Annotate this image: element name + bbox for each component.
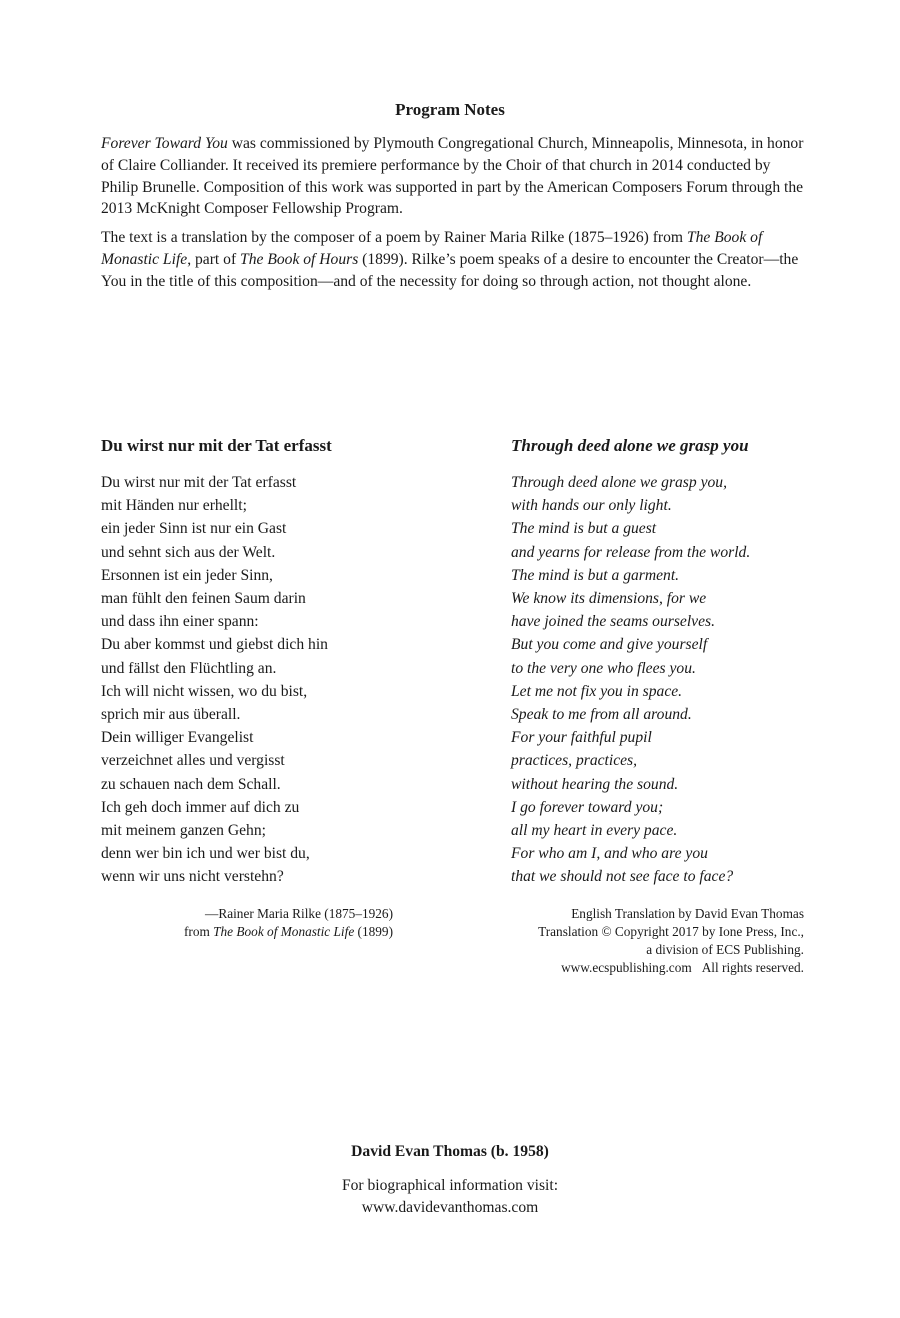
- english-poem-line: Speak to me from all around.: [511, 706, 692, 724]
- credit-publisher: a division of ECS Publishing.: [646, 942, 804, 957]
- english-poem-line: have joined the seams ourselves.: [511, 613, 715, 631]
- english-poem-line: We know its dimensions, for we: [511, 590, 707, 608]
- german-poem-line: Dein williger Evangelist: [101, 729, 254, 747]
- english-poem-line: with hands our only light.: [511, 497, 672, 515]
- attribution-year: (1899): [354, 924, 393, 939]
- publisher-url: www.ecspublishing.com: [561, 960, 692, 975]
- german-poem-line: Du wirst nur mit der Tat erfasst: [101, 474, 297, 491]
- german-poem-lines: [101, 471, 431, 889]
- paragraph-2-text-b: , part of: [187, 250, 241, 268]
- german-poem-line: Ich will nicht wissen, wo du bist,: [101, 682, 308, 700]
- rights-notice: All rights reserved.: [701, 960, 804, 975]
- paragraph-2-text-c: (1899). Rilke’s poem speaks of a desire to encounter the Creator—the You in the title of this composition—and of the necessity for doing so through action, not thought alone.: [101, 250, 799, 290]
- german-poem-line: Du aber kommst und giebst dich hin: [101, 636, 328, 654]
- english-poem-line: to the very one who flees you.: [511, 659, 696, 677]
- german-poem-line: denn wer bin ich und wer bist du,: [101, 845, 310, 863]
- composer-name: David Evan Thomas (b. 1958): [351, 1143, 549, 1160]
- attribution-from: from: [183, 924, 214, 939]
- paragraph-2-text-a: The text is a translation by the composer of a poem by Rainer Maria Rilke (1875–1926) from: [101, 229, 687, 247]
- german-poem-line: Ich geh doch immer auf dich zu: [101, 798, 300, 816]
- composer-info: [0, 1175, 900, 1218]
- english-poem-line: Let me not fix you in space.: [511, 682, 683, 700]
- poet-attribution: —Rainer Maria Rilke (1875–1926): [205, 906, 393, 921]
- english-poem-line: I go forever toward you;: [511, 798, 664, 816]
- german-poem-line: und fällst den Flüchtling an.: [101, 659, 277, 677]
- english-poem-lines: [511, 471, 811, 889]
- credit-copyright: Translation © Copyright 2017 by Ione Press, Inc.,: [538, 924, 804, 939]
- german-poem-line: wenn wir uns nicht verstehn?: [101, 868, 284, 886]
- composer-website: www.davidevanthomas.com: [361, 1198, 539, 1216]
- english-poem-line: without hearing the sound.: [511, 775, 679, 793]
- paragraph-1-text: was commissioned by Plymouth Congregational Church, Minneapolis, Minnesota, in honor of Claire Colliander. It received its premiere performance by the Choir of that church in 2014 conducted by Philip Brunelle. Composition of this work was supported in part by the American Composers Forum through the 2013 McKnight Composer Fellowship Program.: [101, 135, 804, 218]
- german-poem-line: sprich mir aus überall.: [101, 706, 241, 724]
- book-title-monastic: The Book of Monastic Life: [101, 229, 763, 268]
- program-notes-paragraph-2: [101, 227, 806, 292]
- credit-translator: English Translation by David Evan Thomas: [571, 906, 804, 921]
- german-attribution: [101, 905, 393, 941]
- english-poem-line: practices, practices,: [511, 752, 638, 770]
- english-poem-line: For your faithful pupil: [511, 729, 652, 747]
- attribution-book: The Book of Monastic Life: [213, 924, 355, 939]
- german-poem-line: und sehnt sich aus der Welt.: [101, 543, 276, 561]
- program-notes-heading: Program Notes: [395, 100, 505, 119]
- german-poem-line: mit Händen nur erhellt;: [101, 497, 247, 515]
- german-poem-line: man fühlt den feinen Saum darin: [101, 590, 306, 608]
- german-poem: [101, 436, 431, 889]
- german-poem-line: verzeichnet alles und vergisst: [101, 752, 285, 770]
- german-poem-line: ein jeder Sinn ist nur ein Gast: [101, 520, 287, 538]
- english-poem-line: all my heart in every pace.: [511, 822, 678, 840]
- german-poem-title: Du wirst nur mit der Tat erfasst: [101, 436, 332, 455]
- english-poem-line: For who am I, and who are you: [511, 845, 708, 863]
- program-notes-body: [101, 133, 806, 300]
- english-poem-title: Through deed alone we grasp you: [511, 436, 749, 455]
- english-poem-line: and yearns for release from the world.: [511, 543, 751, 561]
- english-poem-line: that we should not see face to face?: [511, 868, 734, 886]
- program-notes-paragraph-1: [101, 133, 806, 220]
- german-poem-line: und dass ihn einer spann:: [101, 613, 259, 631]
- german-poem-line: mit meinem ganzen Gehn;: [101, 822, 266, 840]
- credit-web-row: [480, 959, 804, 977]
- work-title: Forever Toward You: [101, 135, 228, 152]
- german-poem-line: Ersonnen ist ein jeder Sinn,: [101, 566, 273, 584]
- translation-credit: [480, 905, 804, 977]
- source-attribution: [101, 923, 393, 941]
- english-poem-line: But you come and give yourself: [511, 636, 708, 654]
- english-poem-line: Through deed alone we grasp you,: [511, 474, 727, 491]
- composer-section: [0, 1143, 900, 1218]
- book-title-hours: The Book of Hours: [240, 250, 359, 268]
- english-poem: [511, 436, 811, 889]
- english-poem-line: The mind is but a guest: [511, 520, 657, 538]
- german-poem-line: zu schauen nach dem Schall.: [101, 775, 281, 793]
- composer-info-text: For biographical information visit:: [341, 1177, 559, 1194]
- english-poem-line: The mind is but a garment.: [511, 566, 680, 584]
